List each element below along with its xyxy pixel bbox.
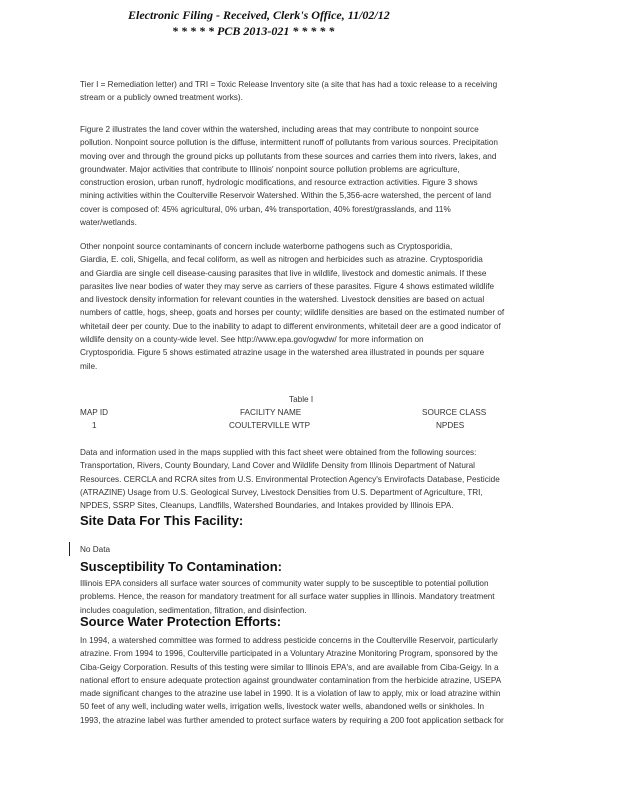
text-line: wildlife density on a county-wide level. See http://www.epa.gov/ogwdw/ for more information on <box>80 335 424 345</box>
text-line: mile. <box>80 361 98 371</box>
margin-mark <box>69 542 70 556</box>
sources-paragraph <box>80 446 550 512</box>
text-line: Illinois EPA considers all surface water sources of community water supply to be susceptible to potential pollution <box>80 579 489 588</box>
table-cell-facility-name: COULTERVILLE WTP <box>229 421 311 430</box>
text-line: mining activities within the Coulterville Reservoir Watershed. Within the 5,356-acre watershed, the percent of land <box>80 191 492 201</box>
text-line: atrazine. From 1994 to 1996, Coulterville participated in a Voluntary Atrazine Monitoring Program, sponsored by the <box>80 649 498 659</box>
landcover-paragraph <box>80 123 550 229</box>
filing-stamp-line2: * * * * * PCB 2013-021 * * * * * <box>172 24 335 38</box>
text-line: made significant changes to the atrazine use label in 1990. It is a violation of law to apply, mix or load atrazine within <box>80 689 501 699</box>
text-line: In 1994, a watershed committee was formed to address pesticide concerns in the Coulterville Reservoir, particularly <box>80 636 498 645</box>
filing-stamp-line1: Electronic Filing - Received, Clerk's Office, 11/02/12 <box>128 8 390 22</box>
text-line: stream or a publicly owned treatment works). <box>80 93 243 103</box>
text-line: and Giardia are single cell disease-causing parasites that live in wildlife, livestock and domestic animals. If these <box>80 268 487 278</box>
text-line: groundwater. Major activities that contribute to Illinois' nonpoint source pollution problems are agriculture, <box>80 164 460 174</box>
table-header-source-class: SOURCE CLASS <box>422 408 487 417</box>
site-data-heading: Site Data For This Facility: <box>80 513 244 528</box>
text-line: pollution. Nonpoint source pollution is the diffuse, intermittent runoff of pollutants from various sources. Precipitation <box>80 138 498 148</box>
text-line: and livestock density information for relevant counties in the watershed. Livestock densities are based on actual <box>80 295 485 305</box>
text-line: (ATRAZINE) Usage from U.S. Geological Survey, Livestock Densities from U.S. Department of Agriculture, TRI, <box>80 487 483 497</box>
text-line: includes coagulation, sedimentation, filtration, and disinfection. <box>80 605 307 615</box>
site-data-value: No Data <box>80 545 111 554</box>
protection-heading: Source Water Protection Efforts: <box>80 614 282 629</box>
text-line: Cryptosporidia. Figure 5 shows estimated atrazine usage in the watershed area illustrated in pounds per square <box>80 348 485 358</box>
text-line: Resources. CERCLA and RCRA sites from U.S. Environmental Protection Agency's Envirofacts Database, Pesticide <box>80 474 500 484</box>
protection-paragraph <box>80 634 550 727</box>
text-line: whitetail deer per county. Due to the inability to adapt to different environments, whitetail deer are a good indicator of <box>80 321 501 331</box>
text-line: parasites live near bodies of water they may serve as carriers of these parasites. Figure 4 shows estimated wildlife <box>80 281 495 291</box>
intro-paragraph <box>80 78 550 105</box>
text-line: Giardia, E. coli, Shigella, and fecal coliform, as well as nitrogen and herbicides such as atrazine. Cryptosporidia <box>80 255 483 265</box>
table-header-map-id: MAP ID <box>80 408 109 417</box>
text-line: NPDES, SSRP Sites, Cleanups, Landfills, Watershed Boundaries, and Intakes provided by Illinois EPA. <box>80 501 454 511</box>
text-line: problems. Hence, the reason for mandatory treatment for all surface water supplies in Illinois. Mandatory treatment <box>80 592 495 602</box>
text-line: cover is composed of: 45% agricultural, 0% urban, 4% transportation, 40% forest/grasslands, and 11% <box>80 204 451 214</box>
text-line: 1993, the atrazine label was further amended to protect surface waters by requiring a 200 foot application setback for <box>80 715 504 725</box>
text-line: Figure 2 illustrates the land cover within the watershed, including areas that may contribute to nonpoint source <box>80 125 479 134</box>
text-line: moving over and through the ground picks up pollutants from these sources and carries them into rivers, lakes, and <box>80 151 497 161</box>
table-title: Table I <box>289 395 314 404</box>
text-line: water/wetlands. <box>80 218 137 228</box>
text-line: Data and information used in the maps supplied with this fact sheet were obtained from the following sources: <box>80 448 477 457</box>
susceptibility-paragraph <box>80 577 550 617</box>
text-line: numbers of cattle, hogs, sheep, goats and horses per county; wildlife densities are based on the estimated number of <box>80 308 505 318</box>
table-header-facility-name: FACILITY NAME <box>240 408 302 417</box>
text-line: Other nonpoint source contaminants of concern include waterborne pathogens such as Cryptosporidia, <box>80 242 453 251</box>
text-line: national effort to ensure adequate protection against groundwater contamination from the herbicide atrazine, USEPA <box>80 675 502 685</box>
table-cell-source-class: NPDES <box>436 421 465 430</box>
text-line: construction erosion, urban runoff, hydrologic modifications, and resource extraction activities. Figure 3 shows <box>80 178 478 188</box>
susceptibility-heading: Susceptibility To Contamination: <box>80 559 282 574</box>
text-line: 50 feet of any well, including water wells, irrigation wells, livestock water wells, abandoned wells or sinkholes. In <box>80 702 485 712</box>
contaminants-paragraph <box>80 240 550 373</box>
text-line: Ciba-Geigy Corporation. Results of this testing were similar to Illinois EPA's, and are available from Ciba-Geigy. In a <box>80 662 499 672</box>
text-line: Transportation, Rivers, County Boundary, Land Cover and Wildlife Density from Illinois Department of Natural <box>80 461 475 471</box>
table-cell-map-id: 1 <box>92 421 97 430</box>
text-line: Tier I = Remediation letter) and TRI = Toxic Release Inventory site (a site that has had a toxic release to a receiving <box>80 80 498 89</box>
